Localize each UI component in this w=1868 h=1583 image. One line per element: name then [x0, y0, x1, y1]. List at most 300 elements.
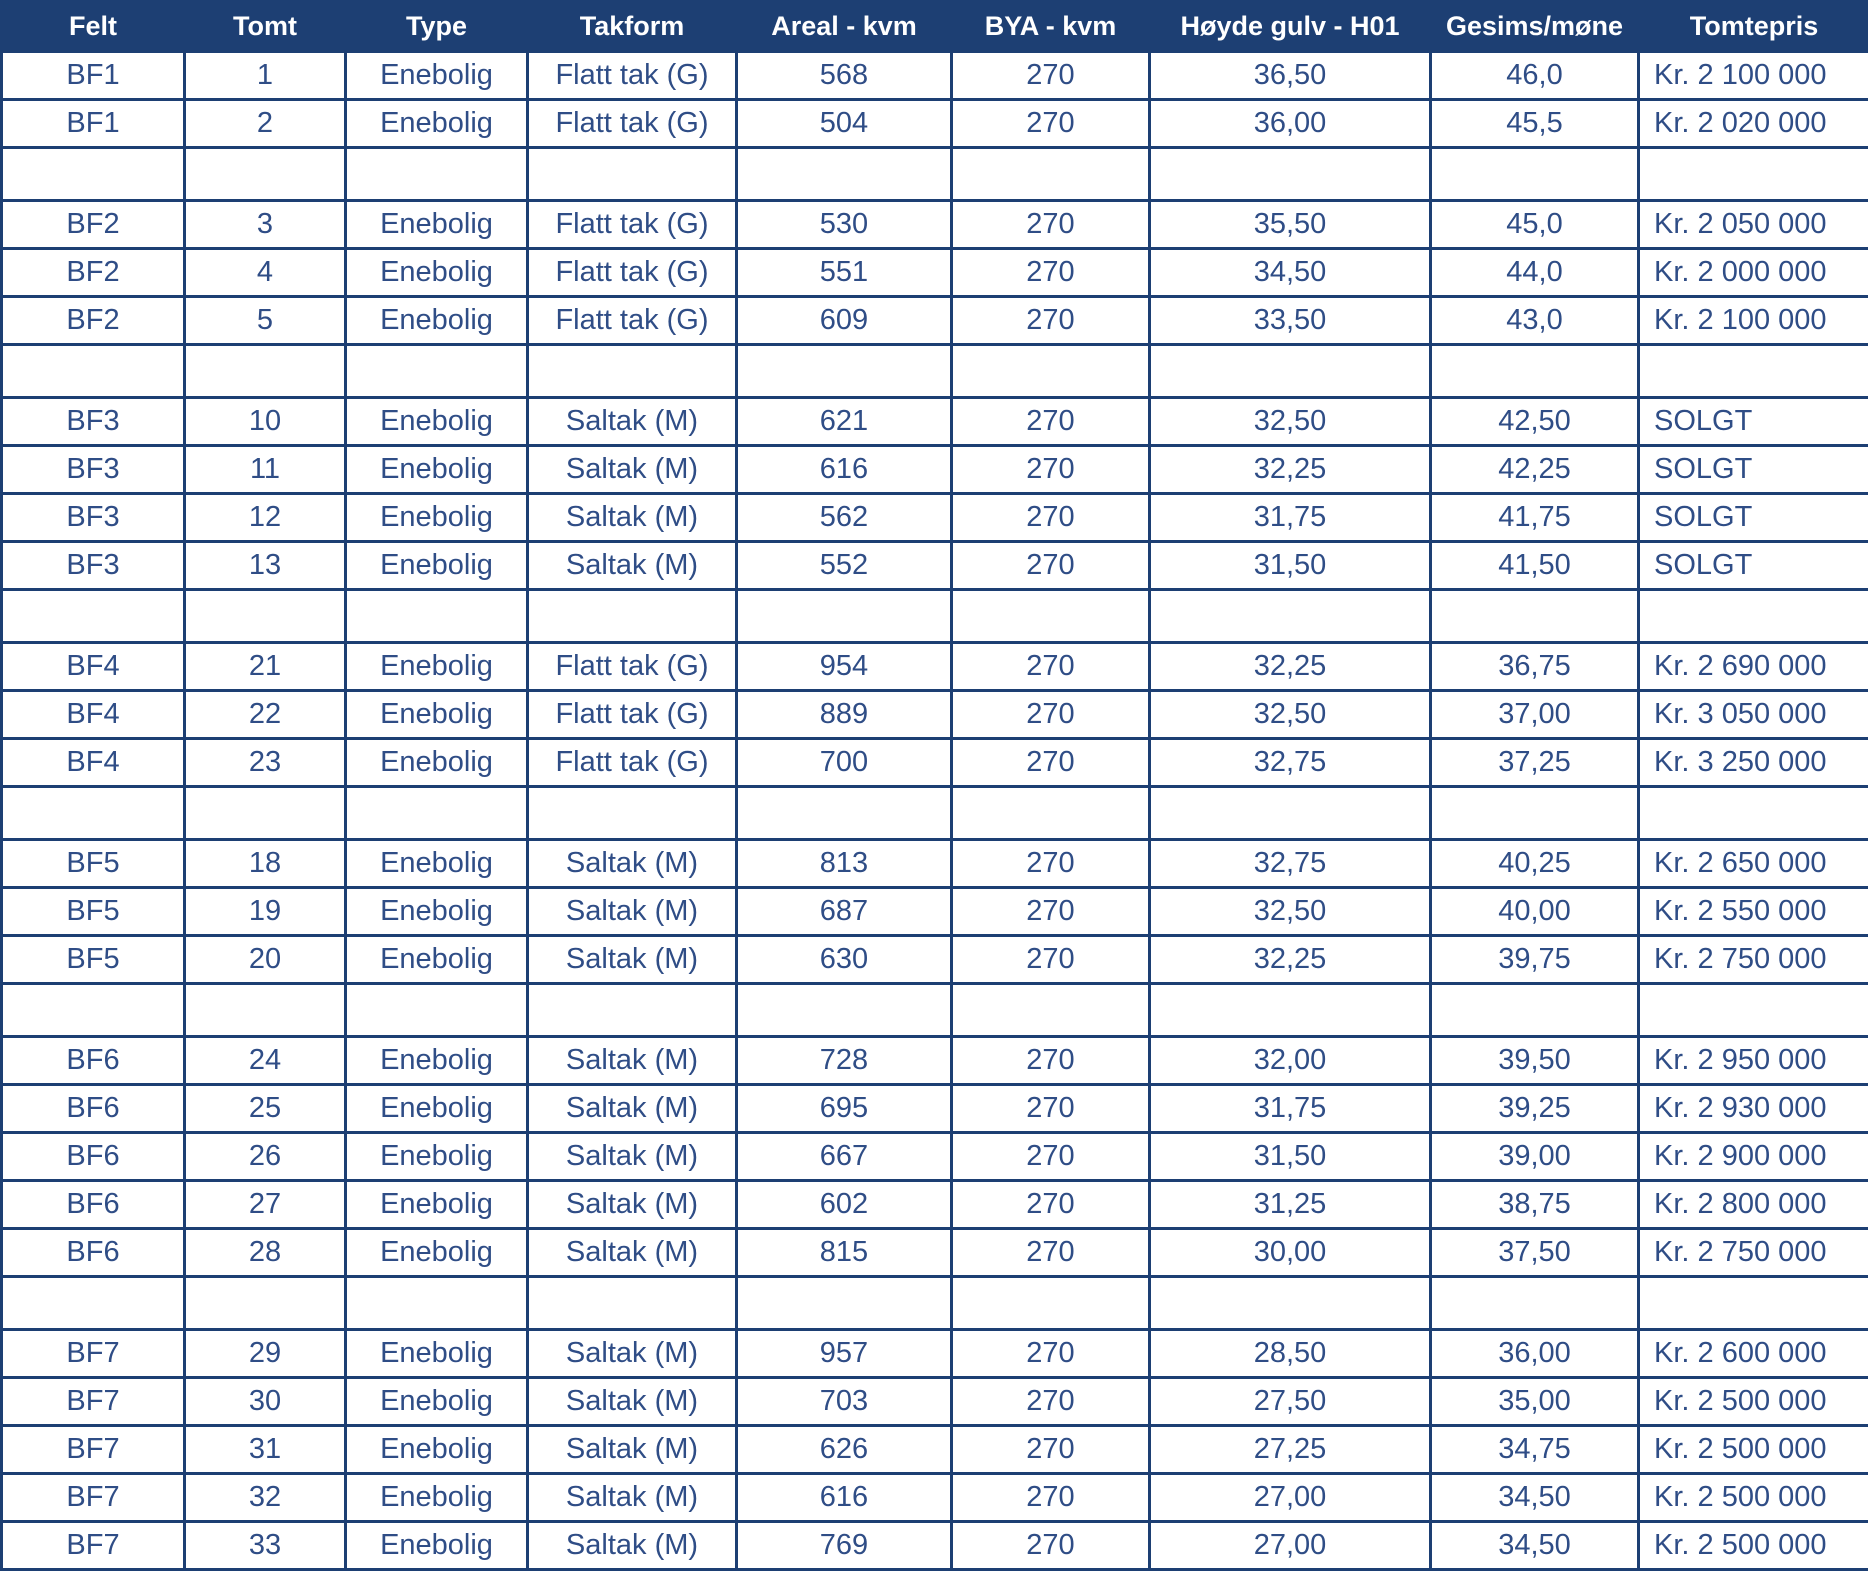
cell-type: Enebolig	[346, 1378, 528, 1426]
cell-bya: 270	[952, 643, 1150, 691]
header-row	[2, 2, 1868, 52]
cell-hoyde-gulv: 31,75	[1150, 494, 1431, 542]
cell-type: Enebolig	[346, 1133, 528, 1181]
cell-tomtepris: Kr. 2 500 000	[1639, 1474, 1868, 1522]
header-hoyde-gulv: Høyde gulv - H01	[1150, 2, 1431, 52]
cell-hoyde-gulv: 30,00	[1150, 1229, 1431, 1277]
cell-tomt: 33	[185, 1522, 346, 1570]
cell-tomt: 26	[185, 1133, 346, 1181]
cell-gesims-mone: 38,75	[1431, 1181, 1639, 1229]
empty-cell	[528, 345, 737, 398]
cell-gesims-mone: 45,0	[1431, 201, 1639, 249]
cell-bya: 270	[952, 888, 1150, 936]
cell-gesims-mone: 40,00	[1431, 888, 1639, 936]
cell-felt: BF1	[2, 52, 185, 100]
cell-type: Enebolig	[346, 201, 528, 249]
cell-tomtepris: SOLGT	[1639, 446, 1868, 494]
cell-takform: Flatt tak (G)	[528, 739, 737, 787]
empty-cell	[952, 590, 1150, 643]
cell-gesims-mone: 39,00	[1431, 1133, 1639, 1181]
header-gesims-mone: Gesims/møne	[1431, 2, 1639, 52]
empty-cell	[1639, 345, 1868, 398]
empty-cell	[1431, 787, 1639, 840]
cell-type: Enebolig	[346, 840, 528, 888]
cell-tomtepris: Kr. 2 930 000	[1639, 1085, 1868, 1133]
table-row	[2, 1181, 1868, 1229]
empty-cell	[528, 148, 737, 201]
cell-bya: 270	[952, 398, 1150, 446]
cell-gesims-mone: 42,50	[1431, 398, 1639, 446]
empty-cell	[1639, 590, 1868, 643]
cell-takform: Saltak (M)	[528, 1133, 737, 1181]
empty-cell	[1431, 345, 1639, 398]
cell-bya: 270	[952, 52, 1150, 100]
table-body	[2, 52, 1868, 1570]
cell-felt: BF2	[2, 201, 185, 249]
cell-bya: 270	[952, 446, 1150, 494]
cell-felt: BF3	[2, 542, 185, 590]
cell-bya: 270	[952, 1522, 1150, 1570]
header-bya: BYA - kvm	[952, 2, 1150, 52]
cell-hoyde-gulv: 32,75	[1150, 840, 1431, 888]
cell-takform: Saltak (M)	[528, 1426, 737, 1474]
empty-cell	[2, 1277, 185, 1330]
cell-felt: BF6	[2, 1037, 185, 1085]
cell-hoyde-gulv: 28,50	[1150, 1330, 1431, 1378]
empty-cell	[1431, 148, 1639, 201]
empty-cell	[346, 1277, 528, 1330]
cell-felt: BF5	[2, 840, 185, 888]
cell-takform: Flatt tak (G)	[528, 52, 737, 100]
empty-cell	[737, 1277, 952, 1330]
empty-cell	[952, 787, 1150, 840]
cell-felt: BF6	[2, 1085, 185, 1133]
table-row	[2, 1522, 1868, 1570]
empty-cell	[185, 148, 346, 201]
cell-tomt: 1	[185, 52, 346, 100]
cell-felt: BF7	[2, 1426, 185, 1474]
cell-bya: 270	[952, 691, 1150, 739]
cell-takform: Saltak (M)	[528, 398, 737, 446]
cell-tomtepris: Kr. 2 550 000	[1639, 888, 1868, 936]
cell-takform: Saltak (M)	[528, 494, 737, 542]
table-row	[2, 739, 1868, 787]
cell-felt: BF6	[2, 1229, 185, 1277]
cell-type: Enebolig	[346, 446, 528, 494]
cell-takform: Saltak (M)	[528, 1378, 737, 1426]
cell-bya: 270	[952, 936, 1150, 984]
cell-gesims-mone: 35,00	[1431, 1378, 1639, 1426]
cell-tomt: 10	[185, 398, 346, 446]
cell-tomt: 2	[185, 100, 346, 148]
table-row	[2, 201, 1868, 249]
cell-areal: 695	[737, 1085, 952, 1133]
empty-cell	[2, 345, 185, 398]
cell-felt: BF7	[2, 1378, 185, 1426]
cell-hoyde-gulv: 35,50	[1150, 201, 1431, 249]
table-row	[2, 1133, 1868, 1181]
cell-takform: Saltak (M)	[528, 446, 737, 494]
table-row	[2, 1330, 1868, 1378]
cell-type: Enebolig	[346, 1037, 528, 1085]
empty-cell	[185, 984, 346, 1037]
empty-cell	[952, 345, 1150, 398]
spacer-row	[2, 1277, 1868, 1330]
cell-hoyde-gulv: 32,50	[1150, 888, 1431, 936]
spacer-row	[2, 345, 1868, 398]
cell-takform: Flatt tak (G)	[528, 691, 737, 739]
cell-hoyde-gulv: 27,00	[1150, 1522, 1431, 1570]
cell-hoyde-gulv: 31,50	[1150, 1133, 1431, 1181]
cell-gesims-mone: 45,5	[1431, 100, 1639, 148]
empty-cell	[2, 148, 185, 201]
empty-cell	[1639, 984, 1868, 1037]
cell-bya: 270	[952, 100, 1150, 148]
table-row	[2, 1378, 1868, 1426]
empty-cell	[1150, 1277, 1431, 1330]
cell-gesims-mone: 44,0	[1431, 249, 1639, 297]
cell-areal: 703	[737, 1378, 952, 1426]
cell-hoyde-gulv: 32,50	[1150, 691, 1431, 739]
cell-type: Enebolig	[346, 1426, 528, 1474]
cell-takform: Saltak (M)	[528, 1085, 737, 1133]
cell-tomtepris: Kr. 2 750 000	[1639, 936, 1868, 984]
empty-cell	[346, 148, 528, 201]
empty-cell	[2, 787, 185, 840]
cell-tomt: 29	[185, 1330, 346, 1378]
cell-gesims-mone: 34,75	[1431, 1426, 1639, 1474]
cell-bya: 270	[952, 1426, 1150, 1474]
cell-type: Enebolig	[346, 739, 528, 787]
cell-tomtepris: Kr. 2 750 000	[1639, 1229, 1868, 1277]
cell-takform: Saltak (M)	[528, 888, 737, 936]
cell-hoyde-gulv: 32,50	[1150, 398, 1431, 446]
cell-type: Enebolig	[346, 1330, 528, 1378]
cell-bya: 270	[952, 1474, 1150, 1522]
table-row	[2, 297, 1868, 345]
cell-areal: 552	[737, 542, 952, 590]
cell-takform: Saltak (M)	[528, 1037, 737, 1085]
cell-gesims-mone: 34,50	[1431, 1522, 1639, 1570]
header-tomt: Tomt	[185, 2, 346, 52]
empty-cell	[952, 148, 1150, 201]
cell-takform: Saltak (M)	[528, 840, 737, 888]
cell-tomtepris: Kr. 2 900 000	[1639, 1133, 1868, 1181]
cell-gesims-mone: 42,25	[1431, 446, 1639, 494]
empty-cell	[952, 984, 1150, 1037]
cell-tomt: 27	[185, 1181, 346, 1229]
cell-bya: 270	[952, 1037, 1150, 1085]
cell-type: Enebolig	[346, 888, 528, 936]
cell-hoyde-gulv: 31,75	[1150, 1085, 1431, 1133]
empty-cell	[1431, 984, 1639, 1037]
empty-cell	[528, 787, 737, 840]
cell-type: Enebolig	[346, 1181, 528, 1229]
cell-type: Enebolig	[346, 100, 528, 148]
empty-cell	[1150, 590, 1431, 643]
cell-type: Enebolig	[346, 297, 528, 345]
cell-areal: 700	[737, 739, 952, 787]
cell-felt: BF2	[2, 249, 185, 297]
cell-gesims-mone: 39,75	[1431, 936, 1639, 984]
cell-takform: Saltak (M)	[528, 936, 737, 984]
cell-gesims-mone: 41,75	[1431, 494, 1639, 542]
cell-tomt: 5	[185, 297, 346, 345]
cell-tomt: 24	[185, 1037, 346, 1085]
spacer-row	[2, 148, 1868, 201]
empty-cell	[952, 1277, 1150, 1330]
cell-tomt: 11	[185, 446, 346, 494]
cell-gesims-mone: 43,0	[1431, 297, 1639, 345]
cell-takform: Flatt tak (G)	[528, 201, 737, 249]
empty-cell	[2, 984, 185, 1037]
cell-hoyde-gulv: 32,25	[1150, 446, 1431, 494]
empty-cell	[185, 345, 346, 398]
header-areal: Areal - kvm	[737, 2, 952, 52]
cell-gesims-mone: 36,00	[1431, 1330, 1639, 1378]
cell-felt: BF5	[2, 936, 185, 984]
cell-type: Enebolig	[346, 1085, 528, 1133]
cell-felt: BF1	[2, 100, 185, 148]
table-row	[2, 888, 1868, 936]
cell-tomtepris: Kr. 2 020 000	[1639, 100, 1868, 148]
cell-tomt: 13	[185, 542, 346, 590]
empty-cell	[185, 787, 346, 840]
cell-bya: 270	[952, 1085, 1150, 1133]
cell-areal: 667	[737, 1133, 952, 1181]
cell-bya: 270	[952, 249, 1150, 297]
cell-tomtepris: Kr. 3 250 000	[1639, 739, 1868, 787]
cell-areal: 616	[737, 1474, 952, 1522]
cell-tomt: 25	[185, 1085, 346, 1133]
cell-tomtepris: Kr. 2 650 000	[1639, 840, 1868, 888]
empty-cell	[1639, 787, 1868, 840]
cell-bya: 270	[952, 1378, 1150, 1426]
table-row	[2, 1085, 1868, 1133]
cell-type: Enebolig	[346, 494, 528, 542]
empty-cell	[1431, 1277, 1639, 1330]
cell-areal: 616	[737, 446, 952, 494]
cell-areal: 728	[737, 1037, 952, 1085]
table-row	[2, 542, 1868, 590]
header-type: Type	[346, 2, 528, 52]
cell-gesims-mone: 37,50	[1431, 1229, 1639, 1277]
cell-takform: Saltak (M)	[528, 1474, 737, 1522]
cell-type: Enebolig	[346, 398, 528, 446]
cell-bya: 270	[952, 201, 1150, 249]
empty-cell	[737, 590, 952, 643]
cell-felt: BF7	[2, 1330, 185, 1378]
cell-type: Enebolig	[346, 542, 528, 590]
cell-takform: Saltak (M)	[528, 542, 737, 590]
cell-tomt: 31	[185, 1426, 346, 1474]
cell-felt: BF6	[2, 1133, 185, 1181]
cell-gesims-mone: 37,00	[1431, 691, 1639, 739]
cell-felt: BF4	[2, 691, 185, 739]
cell-gesims-mone: 39,25	[1431, 1085, 1639, 1133]
cell-tomtepris: Kr. 2 000 000	[1639, 249, 1868, 297]
cell-felt: BF3	[2, 446, 185, 494]
table-row	[2, 398, 1868, 446]
cell-hoyde-gulv: 27,00	[1150, 1474, 1431, 1522]
cell-bya: 270	[952, 840, 1150, 888]
cell-tomtepris: Kr. 2 500 000	[1639, 1378, 1868, 1426]
header-tomtepris: Tomtepris	[1639, 2, 1868, 52]
empty-cell	[1150, 148, 1431, 201]
table-row	[2, 494, 1868, 542]
cell-takform: Flatt tak (G)	[528, 249, 737, 297]
empty-cell	[1150, 984, 1431, 1037]
cell-areal: 889	[737, 691, 952, 739]
table-header	[2, 2, 1868, 52]
cell-tomt: 23	[185, 739, 346, 787]
cell-tomt: 32	[185, 1474, 346, 1522]
cell-tomtepris: Kr. 2 600 000	[1639, 1330, 1868, 1378]
cell-tomtepris: Kr. 2 100 000	[1639, 52, 1868, 100]
empty-cell	[737, 984, 952, 1037]
empty-cell	[528, 590, 737, 643]
cell-areal: 630	[737, 936, 952, 984]
table-row	[2, 446, 1868, 494]
empty-cell	[1639, 1277, 1868, 1330]
cell-type: Enebolig	[346, 936, 528, 984]
cell-bya: 270	[952, 297, 1150, 345]
cell-felt: BF4	[2, 739, 185, 787]
table-row	[2, 52, 1868, 100]
cell-type: Enebolig	[346, 52, 528, 100]
table-row	[2, 840, 1868, 888]
cell-areal: 957	[737, 1330, 952, 1378]
cell-tomt: 21	[185, 643, 346, 691]
cell-hoyde-gulv: 36,50	[1150, 52, 1431, 100]
cell-gesims-mone: 34,50	[1431, 1474, 1639, 1522]
cell-areal: 687	[737, 888, 952, 936]
cell-tomt: 19	[185, 888, 346, 936]
cell-areal: 769	[737, 1522, 952, 1570]
cell-hoyde-gulv: 33,50	[1150, 297, 1431, 345]
cell-tomt: 12	[185, 494, 346, 542]
cell-areal: 602	[737, 1181, 952, 1229]
cell-tomtepris: Kr. 2 500 000	[1639, 1522, 1868, 1570]
empty-cell	[346, 590, 528, 643]
cell-bya: 270	[952, 739, 1150, 787]
table-row	[2, 1229, 1868, 1277]
empty-cell	[737, 148, 952, 201]
cell-type: Enebolig	[346, 1522, 528, 1570]
empty-cell	[528, 1277, 737, 1330]
empty-cell	[1150, 345, 1431, 398]
cell-tomt: 3	[185, 201, 346, 249]
cell-felt: BF2	[2, 297, 185, 345]
cell-tomt: 20	[185, 936, 346, 984]
cell-hoyde-gulv: 32,25	[1150, 936, 1431, 984]
cell-tomt: 22	[185, 691, 346, 739]
empty-cell	[346, 345, 528, 398]
spacer-row	[2, 984, 1868, 1037]
cell-felt: BF7	[2, 1474, 185, 1522]
table-row	[2, 643, 1868, 691]
table-row	[2, 691, 1868, 739]
cell-tomtepris: Kr. 2 050 000	[1639, 201, 1868, 249]
table-row	[2, 249, 1868, 297]
header-felt: Felt	[2, 2, 185, 52]
cell-felt: BF4	[2, 643, 185, 691]
cell-hoyde-gulv: 31,50	[1150, 542, 1431, 590]
cell-takform: Saltak (M)	[528, 1522, 737, 1570]
cell-hoyde-gulv: 31,25	[1150, 1181, 1431, 1229]
cell-gesims-mone: 39,50	[1431, 1037, 1639, 1085]
cell-bya: 270	[952, 494, 1150, 542]
cell-tomtepris: Kr. 3 050 000	[1639, 691, 1868, 739]
cell-type: Enebolig	[346, 249, 528, 297]
cell-tomtepris: Kr. 2 800 000	[1639, 1181, 1868, 1229]
cell-tomt: 18	[185, 840, 346, 888]
cell-gesims-mone: 37,25	[1431, 739, 1639, 787]
empty-cell	[185, 590, 346, 643]
header-takform: Takform	[528, 2, 737, 52]
table-row	[2, 1037, 1868, 1085]
cell-hoyde-gulv: 27,50	[1150, 1378, 1431, 1426]
cell-bya: 270	[952, 542, 1150, 590]
cell-felt: BF3	[2, 494, 185, 542]
cell-tomtepris: Kr. 2 690 000	[1639, 643, 1868, 691]
cell-tomtepris: Kr. 2 500 000	[1639, 1426, 1868, 1474]
cell-gesims-mone: 46,0	[1431, 52, 1639, 100]
empty-cell	[1431, 590, 1639, 643]
empty-cell	[737, 787, 952, 840]
cell-bya: 270	[952, 1330, 1150, 1378]
cell-takform: Saltak (M)	[528, 1181, 737, 1229]
cell-hoyde-gulv: 32,25	[1150, 643, 1431, 691]
cell-type: Enebolig	[346, 1229, 528, 1277]
cell-areal: 621	[737, 398, 952, 446]
cell-tomtepris: Kr. 2 100 000	[1639, 297, 1868, 345]
spacer-row	[2, 590, 1868, 643]
cell-bya: 270	[952, 1133, 1150, 1181]
cell-hoyde-gulv: 34,50	[1150, 249, 1431, 297]
spacer-row	[2, 787, 1868, 840]
table-row	[2, 1474, 1868, 1522]
cell-areal: 815	[737, 1229, 952, 1277]
cell-areal: 551	[737, 249, 952, 297]
cell-areal: 954	[737, 643, 952, 691]
cell-felt: BF7	[2, 1522, 185, 1570]
cell-tomtepris: SOLGT	[1639, 398, 1868, 446]
cell-takform: Saltak (M)	[528, 1330, 737, 1378]
cell-takform: Flatt tak (G)	[528, 643, 737, 691]
cell-hoyde-gulv: 32,00	[1150, 1037, 1431, 1085]
cell-tomtepris: Kr. 2 950 000	[1639, 1037, 1868, 1085]
cell-areal: 626	[737, 1426, 952, 1474]
cell-felt: BF5	[2, 888, 185, 936]
cell-gesims-mone: 36,75	[1431, 643, 1639, 691]
cell-hoyde-gulv: 32,75	[1150, 739, 1431, 787]
table-row	[2, 1426, 1868, 1474]
empty-cell	[1639, 148, 1868, 201]
empty-cell	[1150, 787, 1431, 840]
cell-tomtepris: SOLGT	[1639, 542, 1868, 590]
cell-areal: 530	[737, 201, 952, 249]
cell-areal: 609	[737, 297, 952, 345]
table-row	[2, 936, 1868, 984]
empty-cell	[2, 590, 185, 643]
cell-takform: Saltak (M)	[528, 1229, 737, 1277]
cell-areal: 568	[737, 52, 952, 100]
cell-gesims-mone: 40,25	[1431, 840, 1639, 888]
empty-cell	[737, 345, 952, 398]
cell-gesims-mone: 41,50	[1431, 542, 1639, 590]
cell-type: Enebolig	[346, 1474, 528, 1522]
